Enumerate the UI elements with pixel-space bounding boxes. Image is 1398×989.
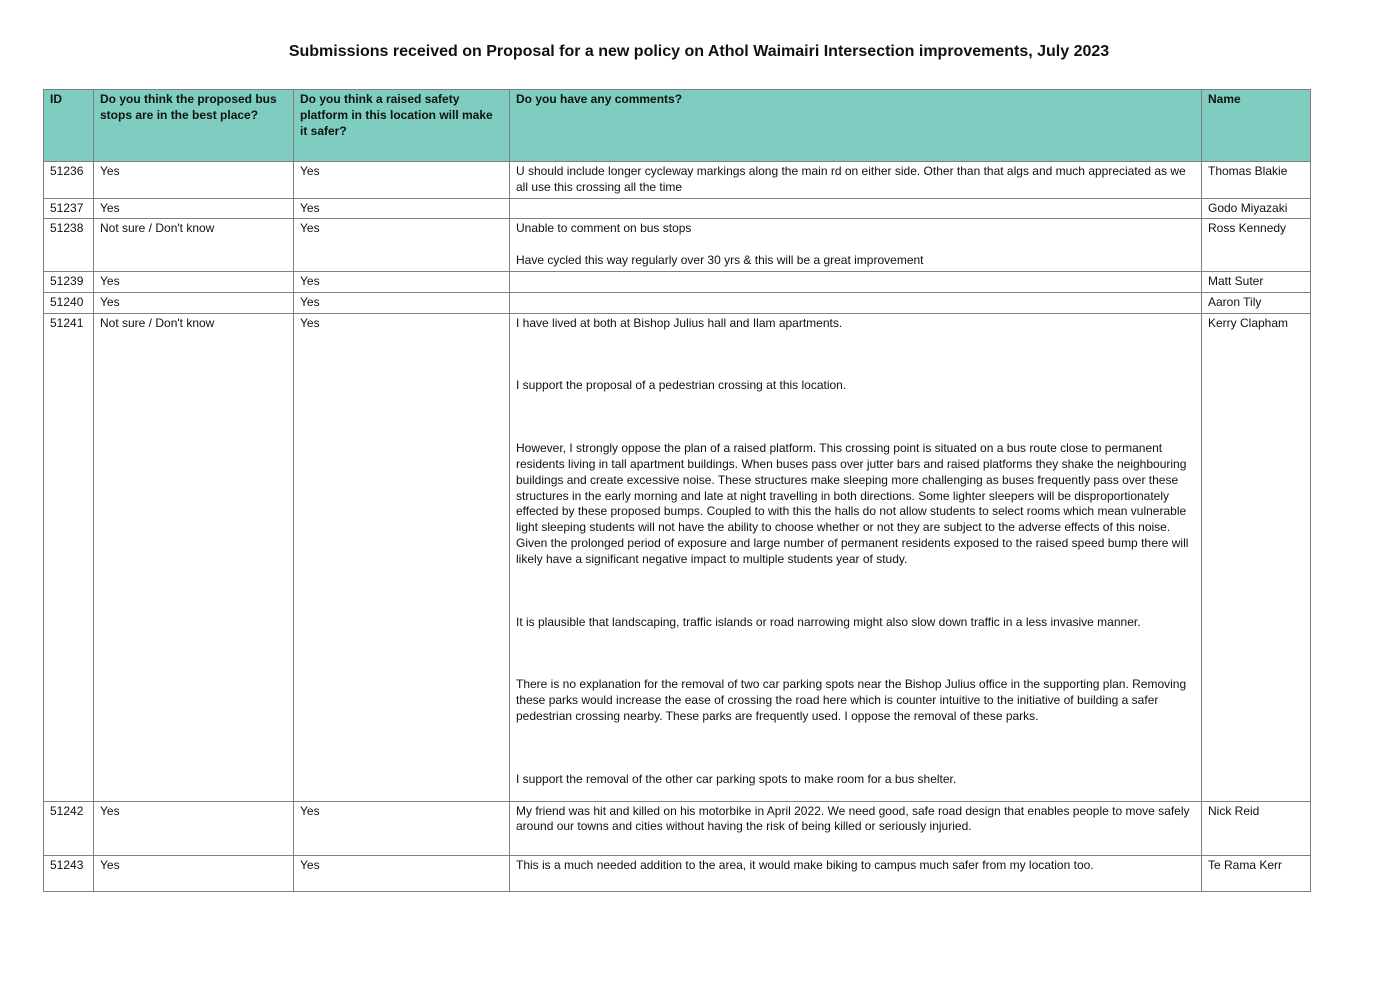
cell-name: Kerry Clapham xyxy=(1202,313,1311,801)
cell-platform: Yes xyxy=(294,162,510,199)
cell-name: Matt Suter xyxy=(1202,271,1311,292)
cell-bus-stops: Yes xyxy=(94,162,294,199)
cell-platform: Yes xyxy=(294,855,510,891)
table-header-row xyxy=(44,90,1311,162)
cell-name: Te Rama Kerr xyxy=(1202,855,1311,891)
header-bus-stops: Do you think the proposed bus stops are in the best place? xyxy=(94,90,294,162)
cell-name: Aaron Tily xyxy=(1202,292,1311,313)
cell-id: 51243 xyxy=(44,855,94,891)
comment-paragraph: I have lived at both at Bishop Julius hall and Ilam apartments. xyxy=(516,315,843,330)
comment-paragraph: U should include longer cycleway markings along the main rd on either side. Other than that algs and much appreciated as we all use this crossing all the time xyxy=(516,164,1186,194)
cell-comments xyxy=(510,198,1202,219)
table-row xyxy=(44,855,1311,891)
cell-bus-stops: Yes xyxy=(94,801,294,855)
comment-paragraph: My friend was hit and killed on his motorbike in April 2022. We need good, safe road design that enables people to move safely around our towns and cities without having the risk of being killed or seriously injuried. xyxy=(516,803,1190,834)
cell-id: 51242 xyxy=(44,801,94,855)
cell-bus-stops: Yes xyxy=(94,271,294,292)
table-row xyxy=(44,801,1311,855)
document-title: Submissions received on Proposal for a new policy on Athol Waimairi Intersection improvements, July 2023 xyxy=(288,43,1110,60)
table-row xyxy=(44,198,1311,219)
cell-platform: Yes xyxy=(294,198,510,219)
cell-id: 51237 xyxy=(44,198,94,219)
cell-platform: Yes xyxy=(294,292,510,313)
header-name: Name xyxy=(1202,90,1311,162)
cell-comments xyxy=(510,162,1202,199)
comment-paragraph: Unable to comment on bus stops xyxy=(516,221,692,236)
table-row xyxy=(44,271,1311,292)
table-body xyxy=(44,162,1311,892)
table-row xyxy=(44,162,1311,199)
cell-id: 51241 xyxy=(44,313,94,801)
cell-comments xyxy=(510,313,1202,801)
cell-bus-stops: Yes xyxy=(94,292,294,313)
header-id: ID xyxy=(44,90,94,162)
comment-paragraph: However, I strongly oppose the plan of a raised platform. This crossing point is situated on a bus route close to permanent residents living in tall apartment buildings. When buses pass over jutter bars and raised platforms they shake the neighbouring buildings and create excessive noise. These structures make sleeping more challenging as buses frequently pass over these structures in the early morning and late at night travelling in both directions. Some lighter sleepers will be disproportionately effected by these proposed bumps. Coupled to with this the halls do not allow students to select rooms which mean vulnerable light sleeping students will not have the ability to choose whether or not they are subject to the adverse effects of this noise. Given the prolonged period of exposure and large number of permanent residents exposed to the raised speed bump there will likely have a significant negative impact to multiple students year of study. xyxy=(516,441,1189,566)
cell-bus-stops: Yes xyxy=(94,198,294,219)
cell-bus-stops: Not sure / Don't know xyxy=(94,313,294,801)
cell-bus-stops: Not sure / Don't know xyxy=(94,219,294,272)
cell-platform: Yes xyxy=(294,271,510,292)
cell-platform: Yes xyxy=(294,219,510,272)
cell-platform: Yes xyxy=(294,801,510,855)
cell-id: 51239 xyxy=(44,271,94,292)
cell-comments xyxy=(510,219,1202,272)
header-platform: Do you think a raised safety platform in this location will make it safer? xyxy=(294,90,510,162)
cell-name: Thomas Blakie xyxy=(1202,162,1311,199)
cell-id: 51240 xyxy=(44,292,94,313)
cell-name: Godo Miyazaki xyxy=(1202,198,1311,219)
cell-bus-stops: Yes xyxy=(94,855,294,891)
table-row xyxy=(44,219,1311,272)
table-row xyxy=(44,292,1311,313)
comment-paragraph: I support the proposal of a pedestrian crossing at this location. xyxy=(516,378,847,393)
cell-comments xyxy=(510,292,1202,313)
cell-name: Nick Reid xyxy=(1202,801,1311,855)
cell-id: 51238 xyxy=(44,219,94,272)
comment-paragraph: This is a much needed addition to the area, it would make biking to campus much safer from my location too. xyxy=(516,857,1094,872)
cell-comments xyxy=(510,271,1202,292)
cell-comments xyxy=(510,801,1202,855)
comment-paragraph: I support the removal of the other car parking spots to make room for a bus shelter. xyxy=(516,771,957,786)
comment-paragraph: It is plausible that landscaping, traffic islands or road narrowing might also slow down traffic in a less invasive manner. xyxy=(516,614,1141,629)
cell-id: 51236 xyxy=(44,162,94,199)
cell-platform: Yes xyxy=(294,313,510,801)
header-comments: Do you have any comments? xyxy=(510,90,1202,162)
table-row xyxy=(44,313,1311,801)
comment-paragraph: Have cycled this way regularly over 30 yrs & this will be a great improvement xyxy=(516,253,924,268)
submissions-table xyxy=(43,89,1311,892)
cell-comments xyxy=(510,855,1202,891)
comment-paragraph: There is no explanation for the removal of two car parking spots near the Bishop Julius office in the supporting plan. Removing these parks would increase the ease of crossing the road here which is counter intuitive to the initiative of building a safer pedestrian crossing nearby. These parks are frequently used. I oppose the removal of these parks. xyxy=(516,677,1187,723)
cell-name: Ross Kennedy xyxy=(1202,219,1311,272)
